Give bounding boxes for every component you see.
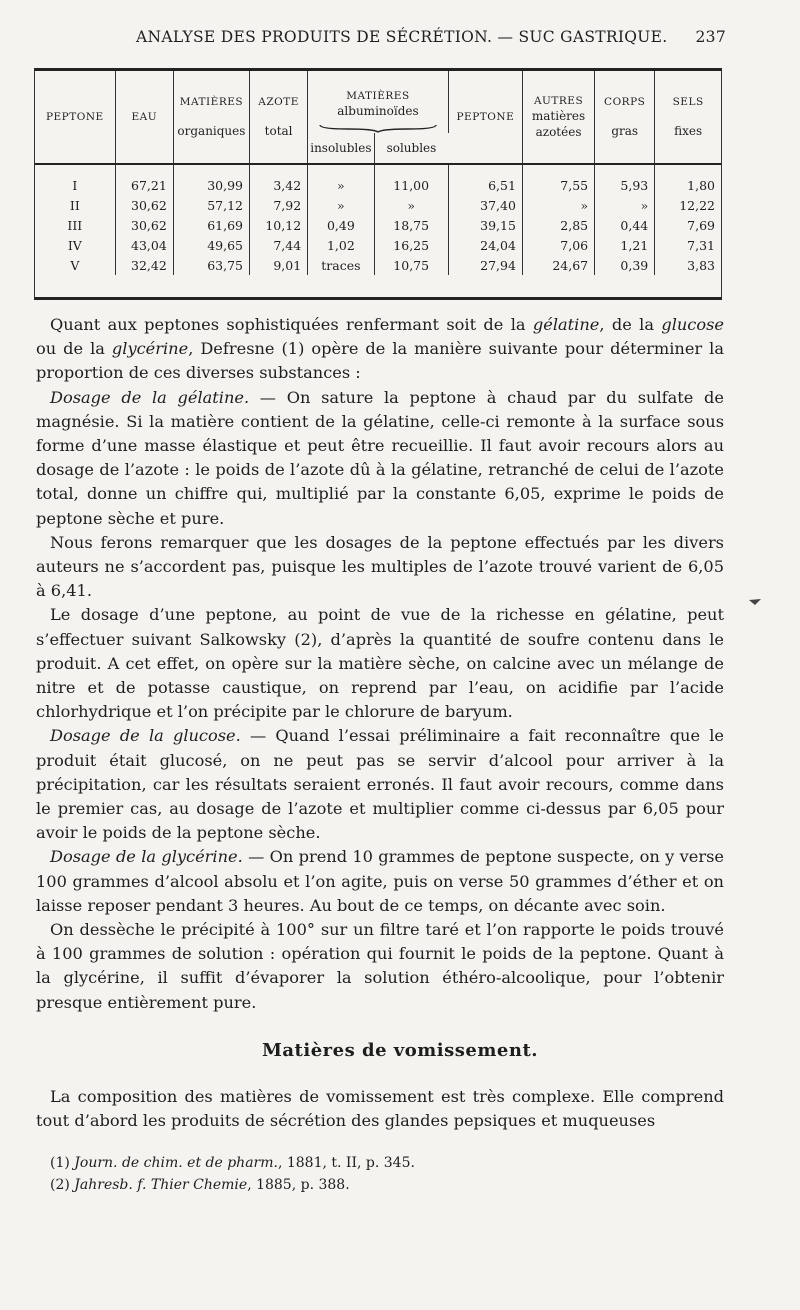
table-cell: 0,49: [308, 215, 374, 235]
table-row: [35, 255, 721, 275]
table-cell: 63,75: [173, 255, 249, 275]
col-eau: EAU: [115, 71, 173, 164]
table-cell: 7,31: [687, 237, 715, 253]
table-cell: 6,51: [448, 164, 522, 195]
table-cell: 7,69: [687, 217, 715, 233]
col-sels-fixes: SELS fixes: [655, 71, 721, 164]
table-cell: 7,44: [250, 235, 308, 255]
table-cell: »: [595, 195, 655, 215]
col-autres-matieres-azotees: AUTRES matières azotées: [522, 71, 594, 164]
table-cell: 2,85: [522, 215, 594, 235]
table-cell: 30,62: [115, 195, 173, 215]
table-cell: 30,99: [173, 164, 249, 195]
paragraph: La composition des matières de vomissement est très complexe. Elle comprend tout d’abord les produits de sécrétion des glandes pepsiques et muqueuses: [36, 1087, 724, 1131]
table-row: [35, 215, 721, 235]
section-text: [36, 1085, 724, 1133]
paragraph: Le dosage d’une peptone, au point de vue de la richesse en gélatine, peut s’effectuer suivant Salkowsky (2), d’après la quantité de soufre contenu dans le produit. A cet effet, on opère sur la matière sèche, on calcine avec un mélange de nitre et de potasse caustique, on reprend par l’eau, on acidifie par l’acide chlorhydrique et l’on précipite par le chlorure de baryum.: [36, 605, 724, 722]
col-solubles: solubles: [374, 133, 448, 164]
col-matieres-organiques: MATIÈRES organiques: [173, 71, 249, 164]
col-peptone-2: PEPTONE: [448, 71, 522, 164]
table-cell: »: [308, 164, 374, 195]
table-cell: 39,15: [448, 215, 522, 235]
table-cell: 10,12: [250, 215, 308, 235]
paragraph-dosage-gelatine: Dosage de la gélatine. — On sature la peptone à chaud par du sulfate de magnésie. Si la matière contient de la gélatine, celle-ci remonte à la surface sous forme d’une masse élastique et peut être recueillie. Il faut avoir recours alors au dosage de l’azote : le poids de l’azote dû à la gélatine, retranché de celui de l’azote total, donne un chiffre qui, multiplié par la constante 6,05, exprime le poids de peptone sèche et pure.: [36, 387, 725, 528]
brace-icon: [318, 123, 438, 133]
table-cell: 7,55: [522, 164, 594, 195]
table-cell: 0,44: [595, 215, 655, 235]
table-cell: 27,94: [448, 255, 522, 275]
table-row: [35, 164, 721, 195]
table-cell: I: [35, 164, 115, 195]
table-cell: 3,83: [687, 257, 715, 273]
table-cell: 1,02: [308, 235, 374, 255]
main-text: [36, 313, 724, 1015]
col-corps-gras: CORPS gras: [595, 71, 655, 164]
footnote-2: (2) Jahresb. f. Thier Chemie, 1885, p. 388.: [50, 1177, 350, 1193]
table-cell: IV: [35, 235, 115, 255]
footnote-1: (1) Journ. de chim. et de pharm., 1881, t. II, p. 345.: [50, 1155, 415, 1171]
footnotes: [50, 1152, 720, 1196]
table-cell: III: [35, 215, 115, 235]
data-table: [35, 71, 721, 275]
table-cell: 57,12: [173, 195, 249, 215]
table-cell: 49,65: [173, 235, 249, 255]
paragraph: On dessèche le précipité à 100° sur un filtre taré et l’on rapporte le poids trouvé à 100 grammes de solution : opération qui fournit le poids de la peptone. Quant à la glycérine, il suffit d’évaporer la solution éthéro-alcoolique, pour l’obtenir presque entièrement pure.: [36, 920, 724, 1012]
table-cell: 18,75: [374, 215, 448, 235]
table-cell: 11,00: [374, 164, 448, 195]
col-azote-total: AZOTE total: [250, 71, 308, 164]
table-cell: 24,04: [448, 235, 522, 255]
paragraph-dosage-glycerine: Dosage de la glycérine. — On prend 10 grammes de peptone suspecte, on y verse 100 grammes d’alcool absolu et l’on agite, puis on verse 50 grammes d’éther et on laisse reposer pendant 3 heures. Au bout de ce temps, on décante avec soin.: [36, 847, 724, 915]
composition-table: [34, 68, 722, 300]
table-row: [35, 195, 721, 215]
table-cell: 3,42: [250, 164, 308, 195]
page-number: 237: [695, 28, 726, 46]
table-cell: 67,21: [115, 164, 173, 195]
table-cell: 1,21: [595, 235, 655, 255]
table-cell: 12,22: [679, 197, 715, 213]
paragraph: Nous ferons remarquer que les dosages de la peptone effectués par les divers auteurs ne s’accordent pas, puisque les multiples de l’azote trouvé varient de 6,05 à 6,41.: [36, 532, 724, 601]
table-cell: 24,67: [522, 255, 594, 275]
table-cell: 16,25: [374, 235, 448, 255]
col-peptone: PEPTONE: [35, 71, 115, 164]
table-cell: 10,75: [374, 255, 448, 275]
section-title: Matières de vomissement.: [261, 1040, 539, 1061]
margin-mark-icon: [748, 598, 762, 606]
table-cell: V: [35, 255, 115, 275]
table-cell: 7,06: [522, 235, 594, 255]
table-cell: II: [35, 195, 115, 215]
paragraph: Quant aux peptones sophistiquées renfermant soit de la gélatine, de la glucose ou de la glycérine, Defresne (1) opère de la manière suivante pour déterminer la proportion de ces diverses substances :: [36, 315, 724, 383]
col-matieres-albuminoides: MATIÈRES albuminoïdes: [308, 71, 449, 133]
table-cell: 9,01: [250, 255, 308, 275]
table-cell: 32,42: [115, 255, 173, 275]
table-cell: »: [522, 195, 594, 215]
col-insolubles: insolubles: [308, 133, 374, 164]
running-header: [36, 28, 726, 52]
table-cell: 30,62: [115, 215, 173, 235]
table-cell: 43,04: [115, 235, 173, 255]
table-cell: 61,69: [173, 215, 249, 235]
table-row: [35, 235, 721, 255]
table-cell: »: [308, 195, 374, 215]
table-body: [35, 164, 721, 275]
paragraph-dosage-glucose: Dosage de la glucose. — Quand l’essai préliminaire a fait reconnaître que le produit était glucosé, on ne peut pas se servir d’alcool pour arriver à la précipitation, car les résultats seraient erronés. Il faut avoir recours, comme dans le premier cas, au dosage de l’azote et multiplier comme ci-dessus par 6,05 pour avoir le poids de la peptone sèche.: [36, 726, 725, 843]
table-cell: 7,92: [250, 195, 308, 215]
table-cell: 0,39: [595, 255, 655, 275]
table-cell: 5,93: [595, 164, 655, 195]
table-cell: 1,80: [687, 177, 715, 193]
table-cell: traces: [308, 255, 374, 275]
table-cell: 37,40: [448, 195, 522, 215]
table-cell: »: [374, 195, 448, 215]
running-title: ANALYSE DES PRODUITS DE SÉCRÉTION. — SUC GASTRIQUE.: [136, 28, 668, 46]
